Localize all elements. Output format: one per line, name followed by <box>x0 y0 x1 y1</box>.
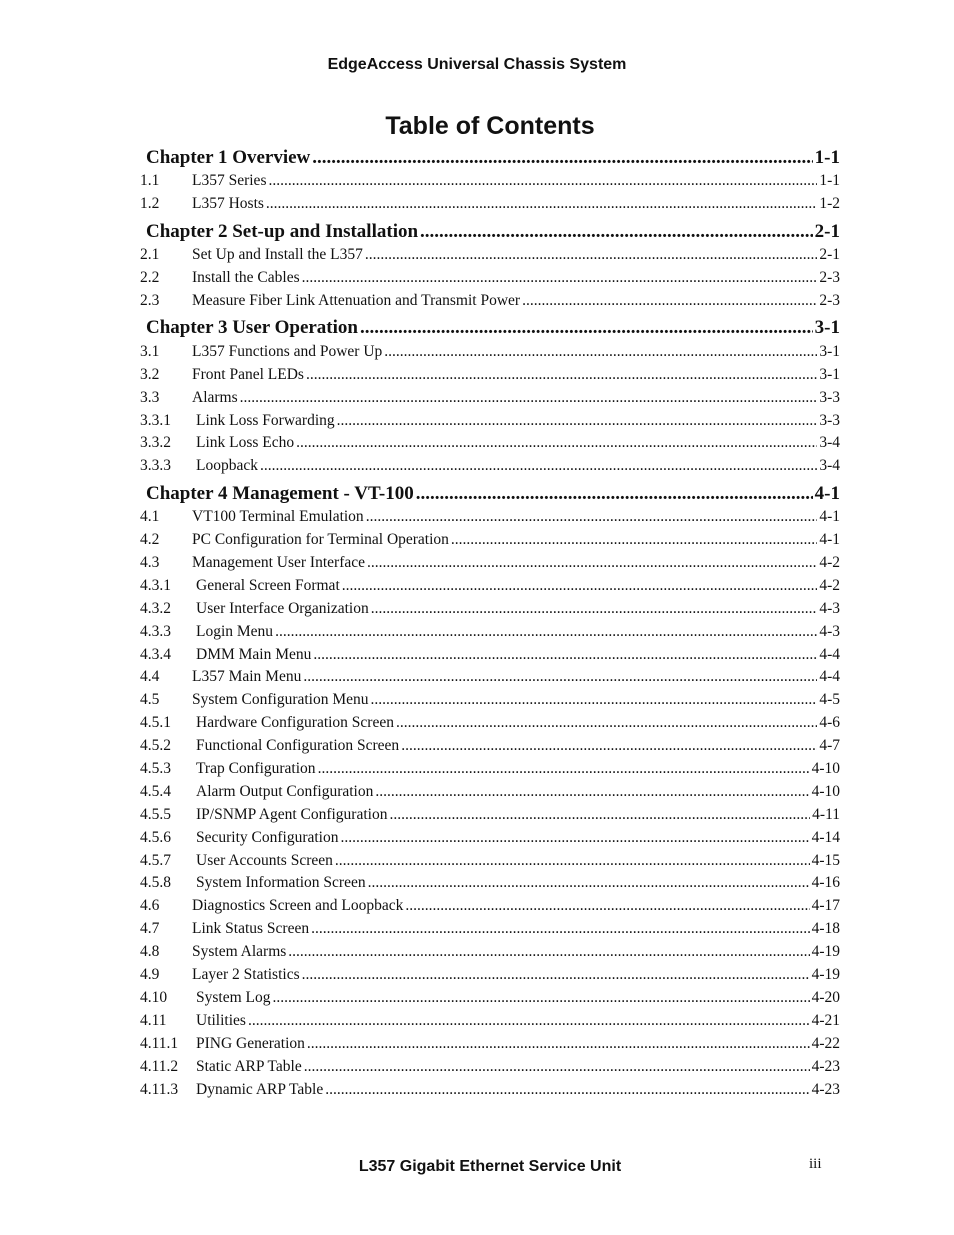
toc-section-entry[interactable] <box>140 1032 840 1055</box>
dot-leader <box>342 577 818 595</box>
toc-entry-number: 4.3 <box>140 554 160 572</box>
toc-entry-title: Set Up and Install the L357 <box>192 246 363 264</box>
toc-entry-number: 4.3.4 <box>140 645 171 663</box>
toc-entry-page: 4-4 <box>819 668 840 686</box>
toc-entry-number: 4.9 <box>140 966 160 984</box>
toc-chapter-entry[interactable] <box>140 220 840 244</box>
toc-entry-title: Chapter 3 User Operation <box>146 317 358 339</box>
toc-entry-page: 4-17 <box>811 897 840 915</box>
toc-entry-page: 4-19 <box>811 943 840 961</box>
toc-entry-number: 4.5.2 <box>140 737 171 755</box>
dot-leader <box>304 1058 810 1076</box>
toc-entry-page: 3-4 <box>819 457 840 475</box>
dot-leader <box>366 508 818 526</box>
toc-entry-page: 3-1 <box>819 342 840 360</box>
dot-leader <box>260 457 817 475</box>
toc-entry-number: 3.1 <box>140 342 160 360</box>
toc-section-entry[interactable] <box>140 1009 840 1032</box>
toc-entry-title: Management User Interface <box>192 554 365 572</box>
toc-section-entry[interactable] <box>140 826 840 849</box>
dot-leader <box>389 806 810 824</box>
toc-section-entry[interactable] <box>140 895 840 918</box>
toc-entry-title: Static ARP Table <box>196 1057 302 1075</box>
toc-entry-page: 4-10 <box>811 760 840 778</box>
toc-entry-title: Chapter 2 Set-up and Installation <box>146 220 419 242</box>
toc-entry-title: Link Loss Forwarding <box>196 411 335 429</box>
dot-leader <box>360 317 813 339</box>
dot-leader <box>335 852 810 870</box>
toc-entry-page: 2-1 <box>819 246 840 264</box>
toc-section-entry[interactable] <box>140 290 840 313</box>
toc-entry-title: L357 Functions and Power Up <box>192 342 383 360</box>
dot-leader <box>302 966 810 984</box>
dot-leader <box>367 554 817 572</box>
toc-entry-title: System Log <box>196 988 271 1006</box>
dot-leader <box>396 714 817 732</box>
toc-section-entry[interactable] <box>140 363 840 386</box>
dot-leader <box>307 1035 810 1053</box>
toc-section-entry[interactable] <box>140 1078 840 1101</box>
dot-leader <box>522 292 817 310</box>
toc-entry-title: VT100 Terminal Emulation <box>192 508 364 526</box>
dot-leader <box>371 691 818 709</box>
toc-entry-number: 3.3.2 <box>140 434 171 452</box>
toc-entry-title: DMM Main Menu <box>196 645 312 663</box>
toc-entry-title: Alarms <box>192 388 238 406</box>
toc-chapter-entry[interactable] <box>140 482 840 506</box>
toc-entry-number: 4.5.4 <box>140 782 171 800</box>
toc-entry-number: 4.4 <box>140 668 160 686</box>
toc-entry-number: 4.1 <box>140 508 160 526</box>
toc-entry-page: 1-2 <box>819 195 840 213</box>
toc-section-entry[interactable] <box>140 964 840 987</box>
toc-section-entry[interactable] <box>140 432 840 455</box>
dot-leader <box>337 412 818 430</box>
toc-entry-title: System Configuration Menu <box>192 691 369 709</box>
toc-section-entry[interactable] <box>140 409 840 432</box>
dot-leader <box>303 668 817 686</box>
toc-entry-number: 4.5.7 <box>140 851 171 869</box>
dot-leader <box>312 147 812 169</box>
toc-section-entry[interactable] <box>140 267 840 290</box>
toc-entry-number: 2.1 <box>140 246 160 264</box>
toc-section-entry[interactable] <box>140 666 840 689</box>
toc-entry-title: Trap Configuration <box>196 760 316 778</box>
toc-entry-title: System Information Screen <box>196 874 366 892</box>
toc-section-entry[interactable] <box>140 803 840 826</box>
toc-entry-title: Utilities <box>196 1011 246 1029</box>
toc-entry-number: 3.3.1 <box>140 411 171 429</box>
toc-entry-title: Hardware Configuration Screen <box>196 714 394 732</box>
toc-section-entry[interactable] <box>140 987 840 1010</box>
toc-entry-page: 4-2 <box>819 576 840 594</box>
toc-entry-title: PING Generation <box>196 1034 305 1052</box>
toc-section-entry[interactable] <box>140 529 840 552</box>
dot-leader <box>401 737 817 755</box>
toc-entry-page: 2-1 <box>814 220 840 242</box>
dot-leader <box>368 874 810 892</box>
toc-entry-title: Link Loss Echo <box>196 434 295 452</box>
toc-entry-page: 4-18 <box>811 920 840 938</box>
running-footer: L357 Gigabit Ethernet Service Unit <box>358 1158 622 1175</box>
dot-leader <box>451 531 817 549</box>
toc-entry-title: PC Configuration for Terminal Operation <box>192 531 449 549</box>
dot-leader <box>266 195 817 213</box>
toc-entry-page: 4-1 <box>819 508 840 526</box>
toc-entry-page: 1-1 <box>819 172 840 190</box>
toc-entry-title: Functional Configuration Screen <box>196 737 400 755</box>
table-of-contents <box>140 146 840 1101</box>
dot-leader <box>240 389 818 407</box>
toc-section-entry[interactable] <box>140 643 840 666</box>
toc-section-entry[interactable] <box>140 340 840 363</box>
dot-leader <box>318 760 810 778</box>
dot-leader <box>311 920 809 938</box>
toc-entry-number: 4.5.8 <box>140 874 171 892</box>
toc-entry-title: Layer 2 Statistics <box>192 966 300 984</box>
toc-section-entry[interactable] <box>140 193 840 216</box>
toc-entry-number: 4.3.3 <box>140 622 171 640</box>
dot-leader <box>313 646 817 664</box>
toc-section-entry[interactable] <box>140 506 840 529</box>
dot-leader <box>325 1081 809 1099</box>
toc-section-entry[interactable] <box>140 455 840 478</box>
toc-entry-page: 4-23 <box>811 1057 840 1075</box>
dot-leader <box>420 221 813 243</box>
toc-entry-page: 3-3 <box>819 411 840 429</box>
toc-section-entry[interactable] <box>140 552 840 575</box>
toc-entry-page: 4-11 <box>812 805 840 823</box>
toc-entry-page: 4-1 <box>814 482 840 504</box>
toc-entry-page: 4-5 <box>819 691 840 709</box>
toc-section-entry[interactable] <box>140 386 840 409</box>
toc-entry-page: 4-4 <box>819 645 840 663</box>
toc-section-entry[interactable] <box>140 918 840 941</box>
toc-entry-page: 4-16 <box>811 874 840 892</box>
toc-entry-number: 4.10 <box>140 988 168 1006</box>
dot-leader <box>248 1012 810 1030</box>
toc-entry-number: 1.1 <box>140 172 160 190</box>
toc-entry-number: 4.5.1 <box>140 714 171 732</box>
toc-section-entry[interactable] <box>140 597 840 620</box>
toc-entry-title: User Accounts Screen <box>196 851 333 869</box>
toc-section-entry[interactable] <box>140 712 840 735</box>
toc-entry-number: 4.3.1 <box>140 576 171 594</box>
toc-entry-number: 4.7 <box>140 920 160 938</box>
toc-entry-number: 4.2 <box>140 531 160 549</box>
toc-entry-number: 3.2 <box>140 365 160 383</box>
toc-entry-page: 4-22 <box>811 1034 840 1052</box>
toc-entry-title: IP/SNMP Agent Configuration <box>196 805 388 823</box>
toc-entry-page: 4-7 <box>819 737 840 755</box>
dot-leader <box>371 600 818 618</box>
toc-entry-page: 4-20 <box>811 988 840 1006</box>
toc-entry-page: 2-3 <box>819 292 840 309</box>
dot-leader <box>268 172 817 190</box>
toc-entry-title: System Alarms <box>192 943 287 961</box>
toc-entry-number: 4.3.2 <box>140 599 171 617</box>
toc-entry-page: 4-2 <box>819 554 840 572</box>
toc-entry-page: 1-1 <box>814 147 840 168</box>
toc-entry-title: Alarm Output Configuration <box>196 782 374 800</box>
running-header: EdgeAccess Universal Chassis System <box>327 56 627 73</box>
toc-entry-title: Chapter 1 Overview <box>146 147 311 168</box>
toc-entry-number: 4.11.2 <box>140 1057 179 1075</box>
toc-section-entry[interactable] <box>140 758 840 781</box>
toc-entry-page: 4-23 <box>811 1080 840 1098</box>
page-title: Table of Contents <box>385 112 595 140</box>
dot-leader <box>273 989 810 1007</box>
toc-entry-title: Link Status Screen <box>192 920 310 938</box>
toc-section-entry[interactable] <box>140 849 840 872</box>
toc-chapter-entry[interactable] <box>140 316 840 340</box>
toc-entry-number: 3.3.3 <box>140 457 171 475</box>
toc-section-entry[interactable] <box>140 872 840 895</box>
toc-entry-title: L357 Main Menu <box>192 668 302 686</box>
toc-entry-page: 2-3 <box>819 269 840 287</box>
toc-entry-page: 3-1 <box>814 317 840 339</box>
dot-leader <box>288 943 809 961</box>
dot-leader <box>405 897 809 915</box>
toc-entry-title: Measure Fiber Link Attenuation and Transmit Power <box>192 292 521 309</box>
toc-entry-page: 3-1 <box>819 365 840 383</box>
dot-leader <box>275 623 817 641</box>
dot-leader <box>306 366 817 384</box>
toc-entry-page: 4-19 <box>811 966 840 984</box>
toc-entry-title: Diagnostics Screen and Loopback <box>192 897 404 915</box>
toc-entry-title: General Screen Format <box>196 576 340 594</box>
toc-entry-number: 4.11 <box>140 1011 167 1029</box>
toc-entry-number: 1.2 <box>140 195 160 213</box>
toc-entry-title: User Interface Organization <box>196 599 369 617</box>
toc-entry-title: Dynamic ARP Table <box>196 1080 324 1098</box>
toc-entry-title: L357 Hosts <box>192 195 264 213</box>
toc-entry-title: Login Menu <box>196 622 274 640</box>
dot-leader <box>365 246 817 264</box>
toc-section-entry[interactable] <box>140 244 840 267</box>
toc-entry-page: 4-15 <box>811 851 840 869</box>
toc-chapter-entry[interactable] <box>140 146 840 170</box>
toc-section-entry[interactable] <box>140 620 840 643</box>
toc-entry-page: 4-3 <box>819 599 840 617</box>
toc-entry-number: 3.3 <box>140 388 160 406</box>
toc-section-entry[interactable] <box>140 170 840 193</box>
dot-leader <box>416 483 813 505</box>
toc-entry-number: 4.11.1 <box>140 1034 179 1052</box>
toc-entry-number: 4.5.3 <box>140 760 171 778</box>
toc-entry-number: 2.3 <box>140 292 160 309</box>
dot-leader <box>341 829 810 847</box>
toc-entry-number: 4.6 <box>140 897 160 915</box>
dot-leader <box>296 434 817 452</box>
toc-section-entry[interactable] <box>140 735 840 758</box>
toc-entry-page: 4-6 <box>819 714 840 732</box>
toc-entry-title: Install the Cables <box>192 269 300 287</box>
dot-leader <box>384 343 817 361</box>
toc-entry-page: 3-3 <box>819 388 840 406</box>
toc-entry-number: 4.8 <box>140 943 160 961</box>
toc-entry-title: L357 Series <box>192 172 267 190</box>
toc-entry-number: 4.5.5 <box>140 805 171 823</box>
toc-section-entry[interactable] <box>140 689 840 712</box>
toc-entry-number: 4.11.3 <box>140 1080 179 1098</box>
toc-entry-page: 3-4 <box>819 434 840 452</box>
dot-leader <box>302 269 818 287</box>
toc-entry-title: Front Panel LEDs <box>192 365 304 383</box>
toc-section-entry[interactable] <box>140 1055 840 1078</box>
dot-leader <box>375 783 809 801</box>
toc-entry-number: 4.5 <box>140 691 160 709</box>
toc-entry-title: Chapter 4 Management - VT-100 <box>146 482 414 504</box>
toc-entry-number: 2.2 <box>140 269 160 287</box>
toc-entry-title: Loopback <box>196 457 258 475</box>
toc-entry-page: 4-1 <box>819 531 840 549</box>
toc-section-entry[interactable] <box>140 780 840 803</box>
toc-section-entry[interactable] <box>140 574 840 597</box>
toc-entry-page: 4-14 <box>811 828 840 846</box>
toc-entry-page: 4-21 <box>811 1011 840 1029</box>
toc-section-entry[interactable] <box>140 941 840 964</box>
toc-entry-title: Security Configuration <box>196 828 339 846</box>
toc-entry-number: 4.5.6 <box>140 828 171 846</box>
page-number: iii <box>809 1156 822 1172</box>
toc-entry-page: 4-10 <box>811 782 840 800</box>
toc-entry-page: 4-3 <box>819 622 840 640</box>
